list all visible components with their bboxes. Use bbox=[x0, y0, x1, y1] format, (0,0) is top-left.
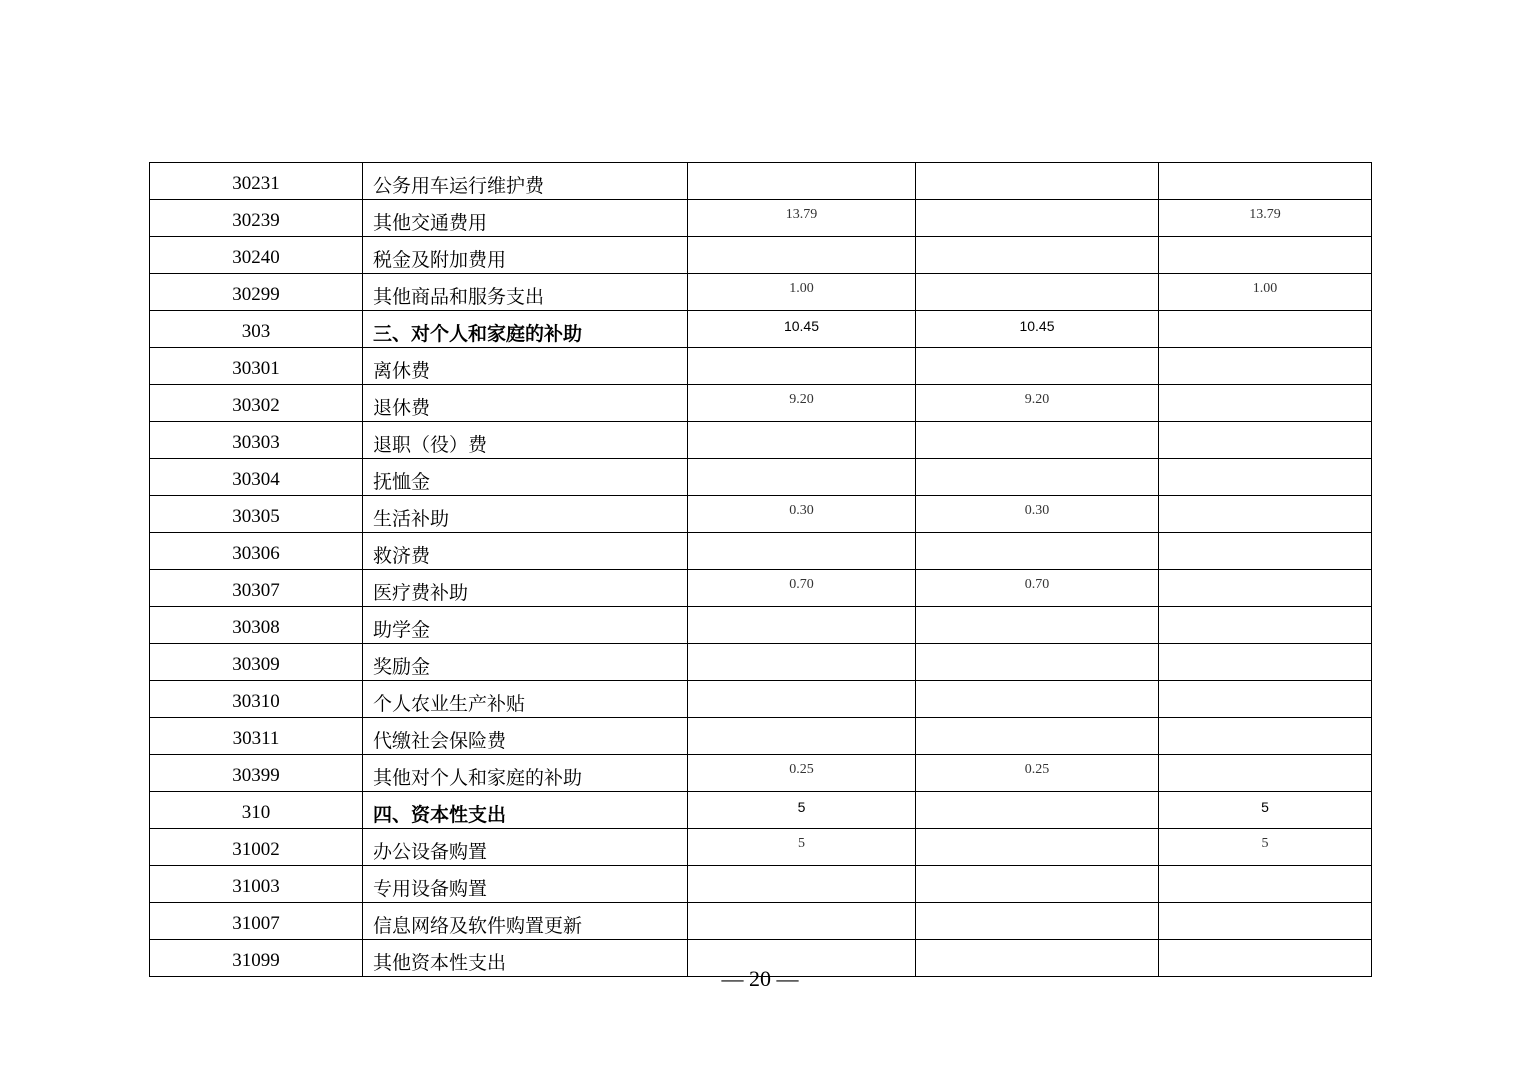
row-total-cell: 10.45 bbox=[688, 311, 916, 348]
row-name-cell: 其他商品和服务支出 bbox=[363, 274, 688, 311]
row-project-cell bbox=[1159, 866, 1372, 903]
row-basic-cell bbox=[916, 274, 1159, 311]
table-row bbox=[150, 163, 1372, 200]
row-code-cell: 30302 bbox=[150, 385, 363, 422]
row-project-cell bbox=[1159, 570, 1372, 607]
row-name-cell: 三、对个人和家庭的补助 bbox=[363, 311, 688, 348]
row-total-cell: 1.00 bbox=[688, 274, 916, 311]
row-name-cell: 奖励金 bbox=[363, 644, 688, 681]
row-code-cell: 31002 bbox=[150, 829, 363, 866]
table-row bbox=[150, 718, 1372, 755]
row-code-cell: 31099 bbox=[150, 940, 363, 977]
row-name-cell: 离休费 bbox=[363, 348, 688, 385]
row-project-cell: 5 bbox=[1159, 792, 1372, 829]
row-basic-cell bbox=[916, 829, 1159, 866]
row-code-cell: 30310 bbox=[150, 681, 363, 718]
row-basic-cell bbox=[916, 422, 1159, 459]
row-basic-cell: 0.30 bbox=[916, 496, 1159, 533]
table-row bbox=[150, 866, 1372, 903]
row-code-cell: 30311 bbox=[150, 718, 363, 755]
row-name-cell: 其他对个人和家庭的补助 bbox=[363, 755, 688, 792]
row-project-cell bbox=[1159, 163, 1372, 200]
table-row bbox=[150, 607, 1372, 644]
table-row bbox=[150, 903, 1372, 940]
table-row bbox=[150, 829, 1372, 866]
table-row bbox=[150, 681, 1372, 718]
row-project-cell: 5 bbox=[1159, 829, 1372, 866]
row-basic-cell bbox=[916, 644, 1159, 681]
row-total-cell bbox=[688, 459, 916, 496]
row-name-cell: 个人农业生产补贴 bbox=[363, 681, 688, 718]
row-project-cell bbox=[1159, 644, 1372, 681]
row-name-cell: 其他交通费用 bbox=[363, 200, 688, 237]
row-total-cell: 0.70 bbox=[688, 570, 916, 607]
row-project-cell bbox=[1159, 311, 1372, 348]
table-row bbox=[150, 570, 1372, 607]
row-code-cell: 30301 bbox=[150, 348, 363, 385]
table-row bbox=[150, 496, 1372, 533]
row-name-cell: 信息网络及软件购置更新 bbox=[363, 903, 688, 940]
row-code-cell: 30240 bbox=[150, 237, 363, 274]
row-total-cell bbox=[688, 607, 916, 644]
table-row bbox=[150, 237, 1372, 274]
row-code-cell: 30304 bbox=[150, 459, 363, 496]
row-code-cell: 310 bbox=[150, 792, 363, 829]
table-row bbox=[150, 533, 1372, 570]
row-name-cell: 抚恤金 bbox=[363, 459, 688, 496]
row-total-cell: 5 bbox=[688, 829, 916, 866]
row-total-cell: 0.30 bbox=[688, 496, 916, 533]
row-total-cell bbox=[688, 533, 916, 570]
row-name-cell: 退休费 bbox=[363, 385, 688, 422]
row-code-cell: 30399 bbox=[150, 755, 363, 792]
row-total-cell: 0.25 bbox=[688, 755, 916, 792]
budget-table-body bbox=[150, 163, 1372, 977]
row-project-cell bbox=[1159, 718, 1372, 755]
row-code-cell: 303 bbox=[150, 311, 363, 348]
row-code-cell: 30309 bbox=[150, 644, 363, 681]
row-basic-cell: 10.45 bbox=[916, 311, 1159, 348]
row-basic-cell: 0.25 bbox=[916, 755, 1159, 792]
row-name-cell: 专用设备购置 bbox=[363, 866, 688, 903]
row-total-cell: 13.79 bbox=[688, 200, 916, 237]
row-basic-cell bbox=[916, 792, 1159, 829]
page-number: — 20 — bbox=[721, 966, 799, 991]
row-basic-cell: 9.20 bbox=[916, 385, 1159, 422]
row-name-cell: 退职（役）费 bbox=[363, 422, 688, 459]
row-name-cell: 生活补助 bbox=[363, 496, 688, 533]
row-name-cell: 税金及附加费用 bbox=[363, 237, 688, 274]
row-project-cell bbox=[1159, 422, 1372, 459]
table-row bbox=[150, 274, 1372, 311]
row-total-cell bbox=[688, 718, 916, 755]
row-project-cell bbox=[1159, 903, 1372, 940]
row-basic-cell bbox=[916, 459, 1159, 496]
row-basic-cell bbox=[916, 866, 1159, 903]
row-basic-cell bbox=[916, 607, 1159, 644]
row-name-cell: 其他资本性支出 bbox=[363, 940, 688, 977]
table-row bbox=[150, 200, 1372, 237]
row-total-cell bbox=[688, 681, 916, 718]
row-name-cell: 办公设备购置 bbox=[363, 829, 688, 866]
row-name-cell: 代缴社会保险费 bbox=[363, 718, 688, 755]
table-row bbox=[150, 385, 1372, 422]
row-project-cell: 1.00 bbox=[1159, 274, 1372, 311]
table-row bbox=[150, 644, 1372, 681]
row-basic-cell bbox=[916, 903, 1159, 940]
row-name-cell: 公务用车运行维护费 bbox=[363, 163, 688, 200]
row-name-cell: 救济费 bbox=[363, 533, 688, 570]
row-total-cell bbox=[688, 237, 916, 274]
row-total-cell bbox=[688, 163, 916, 200]
row-code-cell: 30231 bbox=[150, 163, 363, 200]
row-code-cell: 30299 bbox=[150, 274, 363, 311]
table-row bbox=[150, 311, 1372, 348]
row-code-cell: 30306 bbox=[150, 533, 363, 570]
row-basic-cell bbox=[916, 237, 1159, 274]
row-total-cell bbox=[688, 644, 916, 681]
table-row bbox=[150, 422, 1372, 459]
row-basic-cell bbox=[916, 163, 1159, 200]
row-basic-cell bbox=[916, 533, 1159, 570]
row-basic-cell: 0.70 bbox=[916, 570, 1159, 607]
row-basic-cell bbox=[916, 200, 1159, 237]
budget-table bbox=[149, 162, 1372, 977]
row-total-cell bbox=[688, 348, 916, 385]
row-basic-cell bbox=[916, 718, 1159, 755]
row-name-cell: 医疗费补助 bbox=[363, 570, 688, 607]
row-code-cell: 30307 bbox=[150, 570, 363, 607]
row-code-cell: 30308 bbox=[150, 607, 363, 644]
row-total-cell: 5 bbox=[688, 792, 916, 829]
row-code-cell: 31007 bbox=[150, 903, 363, 940]
row-project-cell bbox=[1159, 607, 1372, 644]
row-project-cell bbox=[1159, 755, 1372, 792]
table-row bbox=[150, 459, 1372, 496]
row-total-cell bbox=[688, 903, 916, 940]
row-project-cell bbox=[1159, 681, 1372, 718]
row-project-cell bbox=[1159, 533, 1372, 570]
row-code-cell: 30303 bbox=[150, 422, 363, 459]
row-total-cell bbox=[688, 866, 916, 903]
row-project-cell bbox=[1159, 496, 1372, 533]
row-code-cell: 30239 bbox=[150, 200, 363, 237]
row-project-cell bbox=[1159, 237, 1372, 274]
row-basic-cell bbox=[916, 348, 1159, 385]
row-total-cell: 9.20 bbox=[688, 385, 916, 422]
row-name-cell: 助学金 bbox=[363, 607, 688, 644]
row-basic-cell bbox=[916, 681, 1159, 718]
row-code-cell: 31003 bbox=[150, 866, 363, 903]
row-project-cell bbox=[1159, 385, 1372, 422]
row-name-cell: 四、资本性支出 bbox=[363, 792, 688, 829]
row-code-cell: 30305 bbox=[150, 496, 363, 533]
row-total-cell bbox=[688, 422, 916, 459]
row-project-cell bbox=[1159, 459, 1372, 496]
table-row bbox=[150, 348, 1372, 385]
table-row bbox=[150, 755, 1372, 792]
table-row bbox=[150, 792, 1372, 829]
row-project-cell: 13.79 bbox=[1159, 200, 1372, 237]
row-project-cell bbox=[1159, 348, 1372, 385]
